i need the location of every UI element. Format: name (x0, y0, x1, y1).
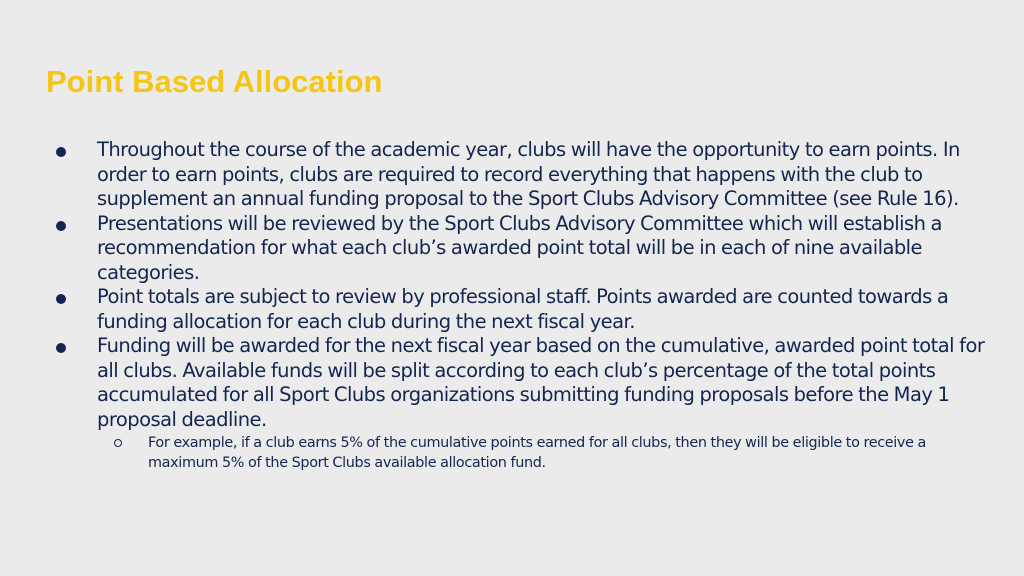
bullet-item (56, 138, 986, 212)
bullet-item (56, 334, 986, 473)
bullet-item (56, 212, 986, 286)
bullet-text: Throughout the course of the academic year, clubs will have the opportunity to earn points. In order to earn points, clubs are required to record everything that happens with the club to supplement an annual funding proposal to the Sport Clubs Advisory Committee (see Rule 16). (97, 138, 960, 210)
filled-bullet-icon (56, 343, 66, 353)
filled-bullet-icon (56, 221, 66, 231)
slide-title: Point Based Allocation (46, 64, 383, 99)
bullet-text: Presentations will be reviewed by the Sport Clubs Advisory Committee which will establish a recommendation for what each club’s awarded point total will be in each of nine available categories. (97, 211, 942, 284)
sub-bullet-item (97, 434, 986, 473)
sub-bullet-list (97, 434, 986, 473)
bullet-text: Funding will be awarded for the next fiscal year based on the cumulative, awarded point total for all clubs. Available funds will be split according to each club’s percentage of the total points accumulated for all Sport Clubs organizations submitting funding proposals before the May 1 proposal deadline. (97, 334, 985, 431)
bullet-item (56, 285, 986, 334)
bullet-list (56, 138, 986, 473)
filled-bullet-icon (56, 147, 66, 157)
hollow-bullet-icon (114, 439, 122, 447)
bullet-text: Point totals are subject to review by professional staff. Points awarded are counted towards a funding allocation for each club during the next fiscal year. (97, 285, 949, 333)
filled-bullet-icon (56, 294, 66, 304)
sub-bullet-text: For example, if a club earns 5% of the cumulative points earned for all clubs, then they will be eligible to receive a maximum 5% of the Sport Clubs available allocation fund. (148, 435, 926, 471)
